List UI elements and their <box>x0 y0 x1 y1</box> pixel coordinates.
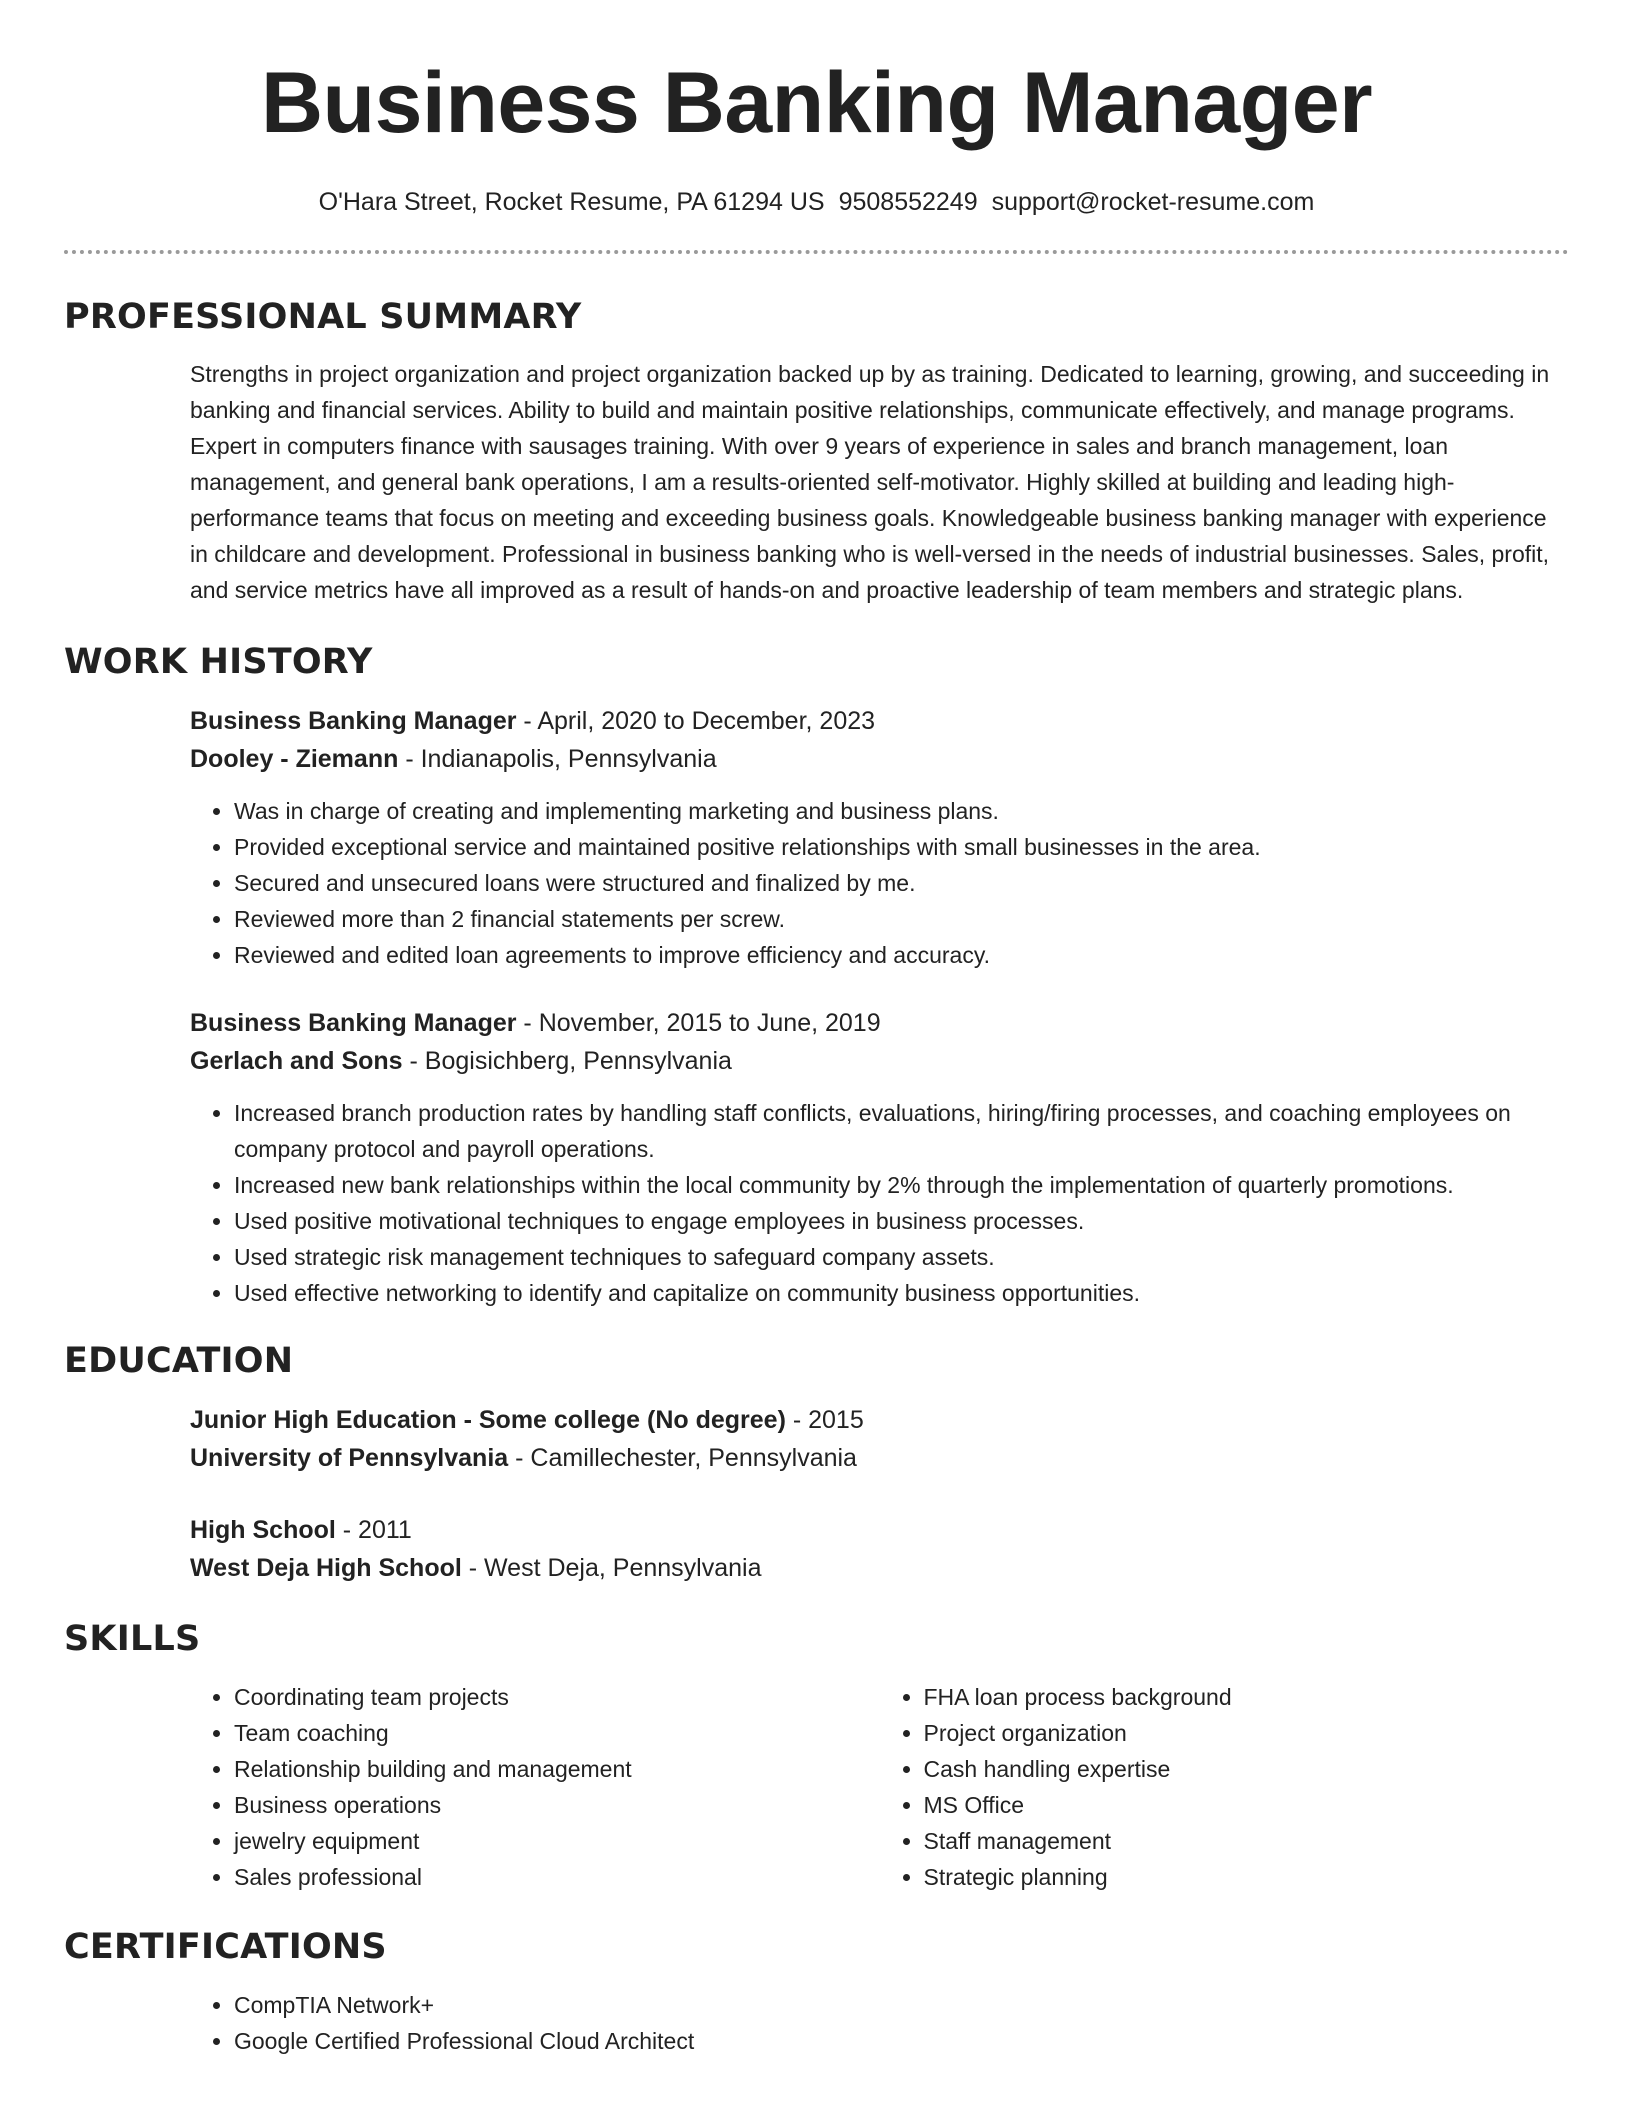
job-dates: - April, 2020 to December, 2023 <box>516 707 876 735</box>
education-school-line <box>190 1439 1569 1477</box>
job-bullet: • Increased new bank relationships within the local community by 2% through the implementation of quarterly promotions. <box>234 1167 1569 1203</box>
job-title-line <box>190 702 1569 740</box>
job-location: - Bogisichberg, Pennsylvania <box>402 1047 732 1075</box>
job-company: Dooley - Ziemann <box>190 745 399 773</box>
skill-item: • Team coaching <box>234 1715 880 1751</box>
education-entry <box>190 1511 1569 1587</box>
skill-item: • Project organization <box>924 1715 1570 1751</box>
education-school: University of Pennsylvania <box>190 1444 509 1472</box>
section-title-certifications: CERTIFICATIONS <box>64 1927 387 1967</box>
summary-section <box>64 356 1569 608</box>
section-title-work: WORK HISTORY <box>64 642 373 682</box>
skill-item: • MS Office <box>924 1787 1570 1823</box>
section-title-skills: SKILLS <box>64 1619 201 1659</box>
skill-item: • Coordinating team projects <box>234 1679 880 1715</box>
skills-list-right <box>880 1679 1570 1895</box>
job-company: Gerlach and Sons <box>190 1047 403 1075</box>
work-section <box>64 702 1569 1311</box>
header-divider <box>64 250 1569 254</box>
education-location: - Camillechester, Pennsylvania <box>508 1444 857 1472</box>
certification-item: • Google Certified Professional Cloud Architect <box>234 2023 1569 2059</box>
education-year: - 2015 <box>785 1406 864 1434</box>
contact-email[interactable]: support@rocket-resume.com <box>991 188 1315 216</box>
education-degree-line <box>190 1401 1569 1439</box>
contact-address: O'Hara Street, Rocket Resume, PA 61294 US <box>318 188 825 216</box>
job-bullet: • Increased branch production rates by handling staff conflicts, evaluations, hiring/firing processes, and coaching employees on company protocol and payroll operations. <box>234 1095 1569 1167</box>
section-title-education: EDUCATION <box>64 1341 294 1381</box>
certifications-section <box>64 1987 1569 2059</box>
education-entry <box>190 1401 1569 1477</box>
education-section <box>64 1401 1569 1587</box>
section-title-summary: PROFESSIONAL SUMMARY <box>64 297 582 337</box>
job-entry <box>190 1004 1569 1311</box>
education-school-line <box>190 1549 1569 1587</box>
job-bullet: • Provided exceptional service and maintained positive relationships with small businesses in the area. <box>234 829 1569 865</box>
job-bullet: • Used effective networking to identify and capitalize on community business opportunities. <box>234 1275 1569 1311</box>
skills-list-left <box>190 1679 880 1895</box>
job-bullet: • Reviewed and edited loan agreements to improve efficiency and accuracy. <box>234 937 1569 973</box>
job-location: - Indianapolis, Pennsylvania <box>398 745 717 773</box>
job-bullet: • Used strategic risk management techniques to safeguard company assets. <box>234 1239 1569 1275</box>
skill-item: • Relationship building and management <box>234 1751 880 1787</box>
skill-item: • Cash handling expertise <box>924 1751 1570 1787</box>
skill-item: • jewelry equipment <box>234 1823 880 1859</box>
education-year: - 2011 <box>335 1516 412 1544</box>
skill-item: • Sales professional <box>234 1859 880 1895</box>
certifications-list <box>190 1987 1569 2059</box>
job-company-line <box>190 1042 1569 1080</box>
job-bullet: • Used positive motivational techniques to engage employees in business processes. <box>234 1203 1569 1239</box>
education-degree: High School <box>190 1516 336 1544</box>
summary-text: Strengths in project organization and project organization backed up by as training. Dedicated to learning, growing, and succeeding in banking and financial services. Ability to build and maintain positive relationships, communicate effectively, and manage programs. Expert in computers finance with sausages training. With over 9 years of experience in sales and branch management, loan management, and general bank operations, I am a results-oriented self-motivator. Highly skilled at building and leading high-performance teams that focus on meeting and exceeding business goals. Knowledgeable business banking manager with experience in childcare and development. Professional in business banking who is well-versed in the needs of industrial businesses. Sales, profit, and service metrics have all improved as a result of hands-on and proactive leadership of team members and strategic plans. <box>190 361 1550 603</box>
resume-name-heading: Business Banking Manager <box>260 55 1373 151</box>
job-role: Business Banking Manager <box>190 707 517 735</box>
job-bullets <box>190 793 1569 973</box>
certification-item: • CompTIA Network+ <box>234 1987 1569 2023</box>
education-degree: Junior High Education - Some college (No degree) <box>190 1406 786 1434</box>
skill-item: • FHA loan process background <box>924 1679 1570 1715</box>
education-degree-line <box>190 1511 1569 1549</box>
job-bullet: • Was in charge of creating and implementing marketing and business plans. <box>234 793 1569 829</box>
job-title-line <box>190 1004 1569 1042</box>
skill-item: • Strategic planning <box>924 1859 1570 1895</box>
job-role: Business Banking Manager <box>190 1009 517 1037</box>
contact-phone: 9508552249 <box>838 188 978 216</box>
job-company-line <box>190 740 1569 778</box>
skills-section <box>64 1679 1569 1895</box>
education-school: West Deja High School <box>190 1554 462 1582</box>
job-dates: - November, 2015 to June, 2019 <box>516 1009 881 1037</box>
job-bullet: • Secured and unsecured loans were structured and finalized by me. <box>234 865 1569 901</box>
education-location: - West Deja, Pennsylvania <box>461 1554 762 1582</box>
job-entry <box>190 702 1569 973</box>
skill-item: • Business operations <box>234 1787 880 1823</box>
job-bullet: • Reviewed more than 2 financial statements per screw. <box>234 901 1569 937</box>
contact-line <box>64 186 1569 218</box>
skill-item: • Staff management <box>924 1823 1570 1859</box>
job-bullets <box>190 1095 1569 1311</box>
